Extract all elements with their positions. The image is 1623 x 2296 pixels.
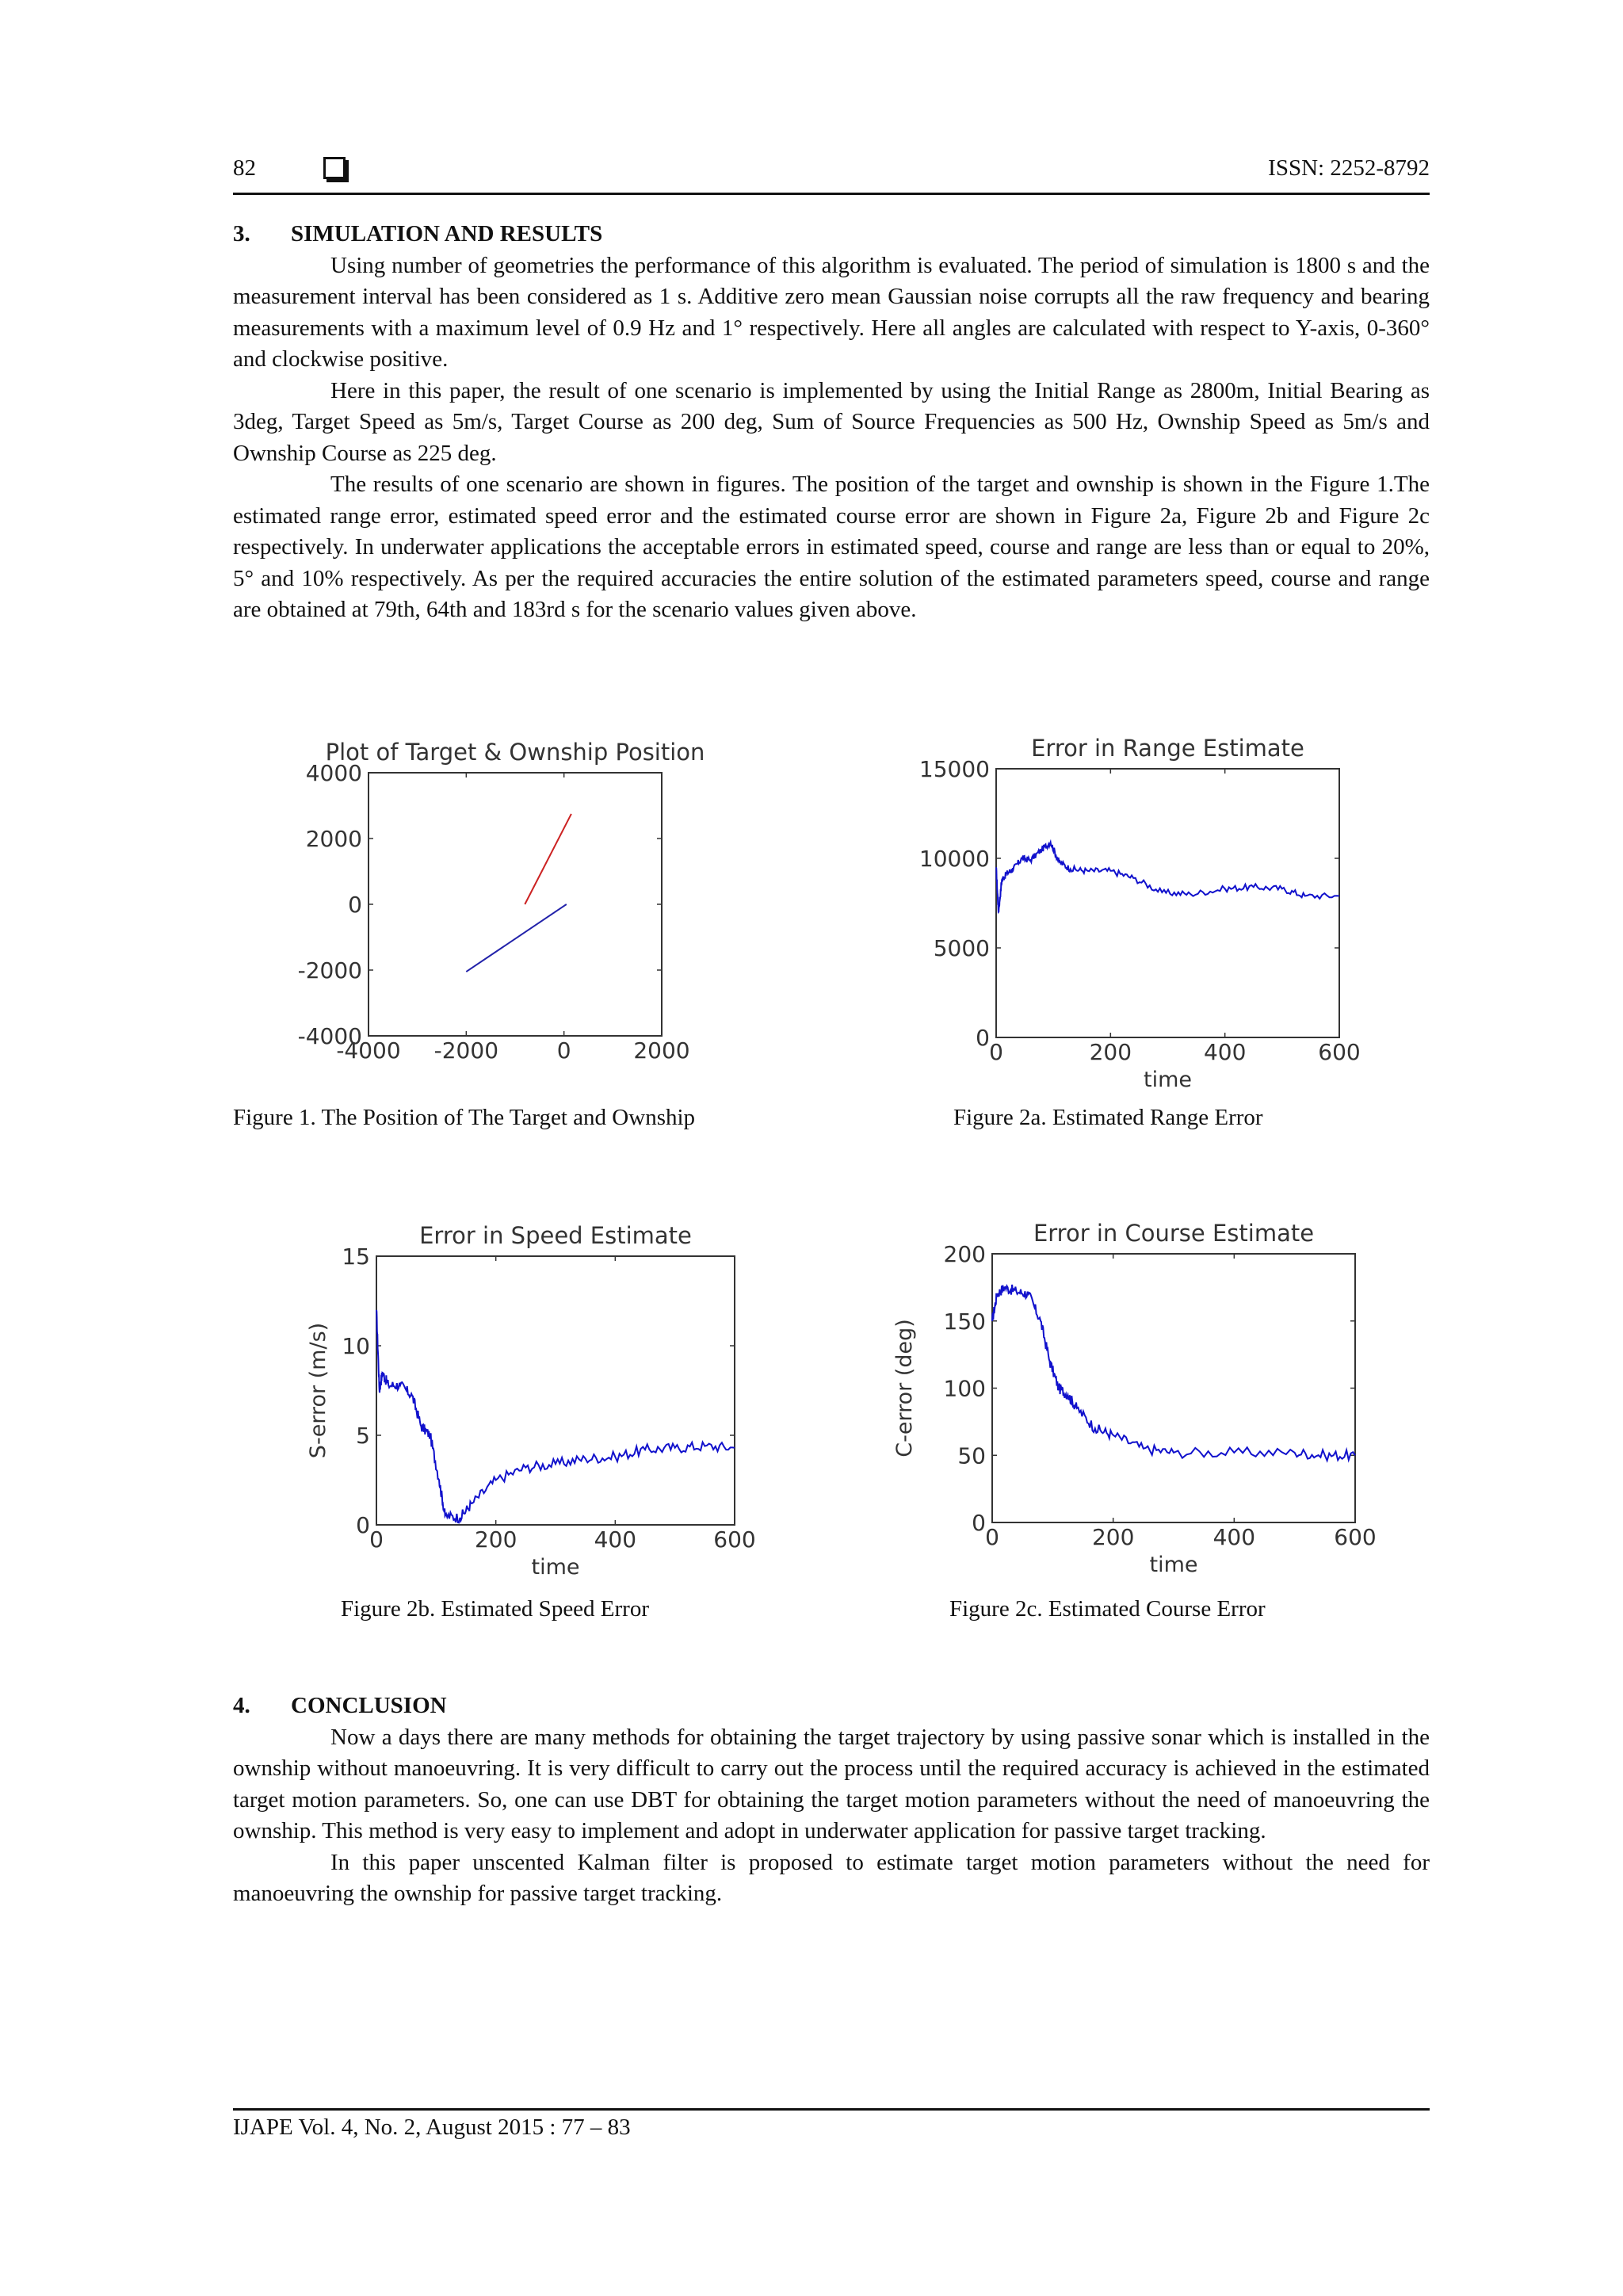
square-icon	[323, 157, 346, 179]
section-conclusion	[233, 1690, 1430, 1910]
plot-area	[376, 1256, 735, 1525]
x-tick-label: 600	[1334, 1524, 1377, 1550]
y-tick-label: 15	[342, 1244, 370, 1270]
y-tick-label: -4000	[297, 1023, 362, 1049]
y-axis-label: S-error (m/s)	[306, 1322, 330, 1459]
y-tick-label: 100	[943, 1375, 986, 1402]
x-tick-label: 0	[985, 1524, 999, 1550]
section-number: 3.	[233, 221, 250, 246]
plot-area	[369, 773, 662, 1036]
section-heading	[233, 219, 1430, 250]
x-tick-label: 200	[474, 1526, 517, 1553]
y-tick-label: 2000	[305, 826, 362, 852]
figure-1-caption: Figure 1. The Position of The Target and Ownship	[233, 1105, 696, 1130]
y-tick-label: 0	[972, 1510, 986, 1536]
x-axis-label: time	[531, 1555, 580, 1577]
x-tick-label: 600	[713, 1526, 756, 1553]
x-tick-label: 0	[989, 1039, 1003, 1065]
running-header	[233, 155, 1430, 193]
paragraph: Using number of geometries the performance of this algorithm is evaluated. The period of simulation is 1800 s and the measurement interval has been considered as 1 s. Additive zero mean Gaussian noise corrupts all the raw frequency and bearing measurements with a maximum level of 0.9 Hz and 1° respectively. Here all angles are calculated with respect to Y-axis, 0-360° and clockwise positive.	[233, 252, 1430, 372]
x-tick-label: -4000	[336, 1037, 401, 1064]
figure-2b-caption: Figure 2b. Estimated Speed Error	[341, 1596, 649, 1622]
y-tick-label: 5	[356, 1423, 370, 1449]
journal-footer: IJAPE Vol. 4, No. 2, August 2015 : 77 – 83	[233, 2115, 631, 2140]
chart-title: Plot of Target & Ownship Position	[325, 739, 705, 766]
x-tick-label: 400	[1212, 1524, 1256, 1550]
x-tick-label: 400	[594, 1526, 637, 1553]
section-heading	[233, 1690, 1430, 1722]
paragraph: The results of one scenario are shown in figures. The position of the target and ownship is shown in the Figure 1.The estimated range error, estimated speed error and the estimated course error are shown in Figure 2a, Figure 2b and Figure 2c respectively. In underwater applications the acceptable errors in estimated speed, course and range are less than or equal to 20%, 5° and 10% respectively. As per the required accuracies the entire solution of the estimated parameters speed, course and range are obtained at 79th, 64th and 183rd s for the scenario values given above.	[233, 472, 1430, 622]
chart-title: Error in Range Estimate	[1031, 735, 1304, 762]
y-tick-label: 150	[943, 1308, 986, 1335]
y-tick-label: 10000	[918, 846, 990, 872]
paragraph: In this paper unscented Kalman filter is proposed to estimate target motion parameters without the need for manoeuvring the ownship for passive target tracking.	[233, 1849, 1430, 1906]
figure-2a-caption: Figure 2a. Estimated Range Error	[953, 1105, 1263, 1130]
plot-area	[996, 769, 1339, 1037]
plot-area	[992, 1254, 1355, 1522]
section-simulation	[233, 219, 1430, 626]
y-tick-label: 200	[943, 1241, 986, 1267]
y-tick-label: 10	[342, 1333, 370, 1359]
section-number: 4.	[233, 1693, 250, 1718]
x-tick-label: 0	[556, 1037, 571, 1064]
y-tick-label: 5000	[933, 935, 990, 961]
x-tick-label: -2000	[433, 1037, 499, 1064]
y-tick-label: 0	[348, 892, 362, 918]
section-title: SIMULATION AND RESULTS	[291, 221, 603, 246]
x-tick-label: 600	[1318, 1039, 1361, 1065]
x-tick-label: 200	[1089, 1039, 1132, 1065]
figure-2b-chart	[301, 1201, 761, 1577]
figure-2a-chart	[892, 717, 1367, 1090]
paragraph: Now a days there are many methods for obtaining the target trajectory by using passive sonar which is installed in the ownship without manoeuvring. It is very difficult to carry out the process until the required accuracy is achieved in the estimated target motion parameters. So, one can use DBT for obtaining the target motion parameters without the need of manoeuvring the ownship. This method is very easy to implement and adopt in underwater application for passive target tracking.	[233, 1724, 1430, 1843]
paragraph: Here in this paper, the result of one scenario is implemented by using the Initial Range as 2800m, Initial Bearing as 3deg, Target Speed as 5m/s, Target Course as 200 deg, Sum of Source Frequencies as 500 Hz, Ownship Speed as 5m/s and Ownship Course as 225 deg.	[233, 377, 1430, 466]
y-tick-label: 15000	[918, 756, 990, 782]
y-tick-label: 50	[957, 1442, 986, 1469]
y-tick-label: 0	[356, 1512, 370, 1538]
header-rule	[233, 193, 1430, 195]
section-title: CONCLUSION	[291, 1693, 447, 1718]
x-tick-label: 200	[1091, 1524, 1135, 1550]
x-tick-label: 400	[1203, 1039, 1247, 1065]
x-axis-label: time	[1149, 1553, 1198, 1577]
figure-2c-chart	[888, 1205, 1379, 1577]
issn: ISSN: 2252-8792	[1268, 155, 1430, 181]
x-tick-label: 0	[369, 1526, 384, 1553]
chart-title: Error in Course Estimate	[1033, 1220, 1315, 1247]
figure-1-chart	[293, 725, 753, 1066]
figure-2c-caption: Figure 2c. Estimated Course Error	[949, 1596, 1266, 1622]
x-tick-label: 2000	[633, 1037, 690, 1064]
footer-rule	[233, 2108, 1430, 2111]
x-axis-label: time	[1143, 1068, 1193, 1090]
y-tick-label: 0	[976, 1025, 990, 1051]
page-number: 82	[233, 155, 256, 181]
y-tick-label: -2000	[297, 957, 362, 984]
y-tick-label: 4000	[305, 760, 362, 786]
chart-title: Error in Speed Estimate	[419, 1222, 692, 1249]
y-axis-label: C-error (deg)	[892, 1319, 917, 1457]
